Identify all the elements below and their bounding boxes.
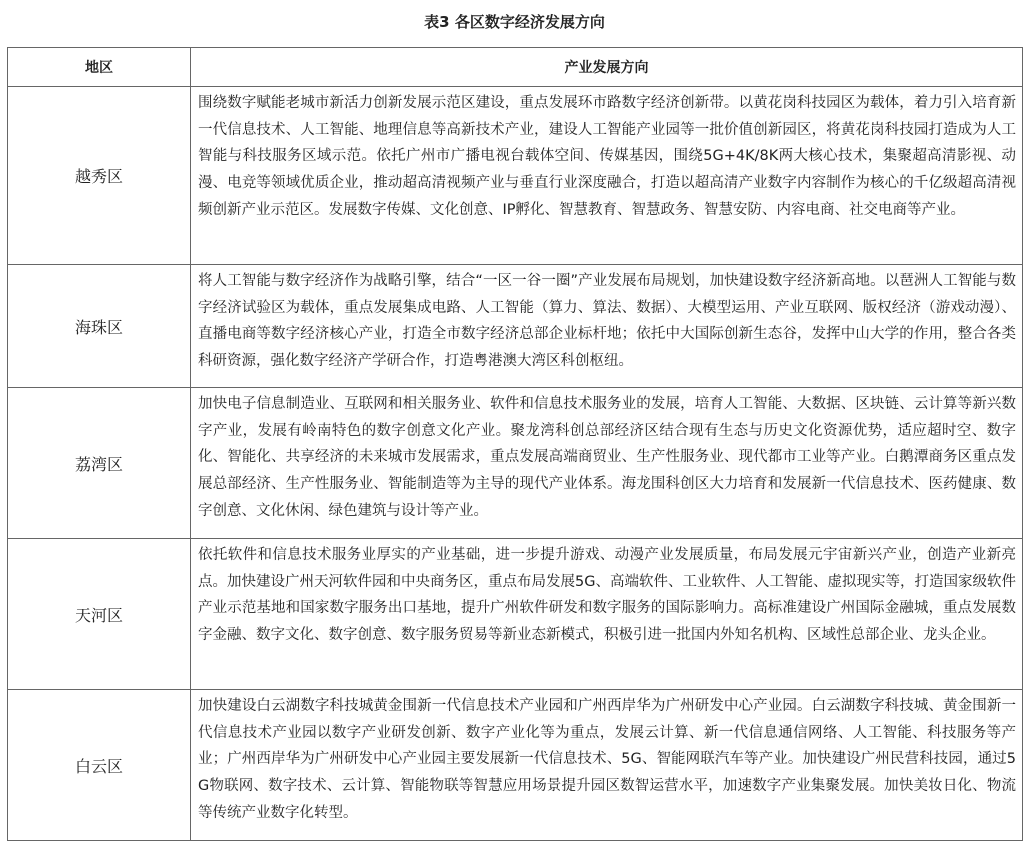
- table-row: [8, 690, 1023, 841]
- header-direction: 产业发展方向: [191, 48, 1023, 87]
- region-cell: 越秀区: [8, 87, 191, 265]
- direction-cell: 将人工智能与数字经济作为战略引擎，结合“一区一谷一圈”产业发展布局规划，加快建设数字经济新高地。以琶洲人工智能与数字经济试验区为载体，重点发展集成电路、人工智能（算力、算法、数据）、大模型运用、产业互联网、版权经济（游戏动漫）、直播电商等数字经济核心产业，打造全市数字经济总部企业标杆地；依托中大国际创新生态谷，发挥中山大学的作用，整合各类科研资源，强化数字经济产学研合作，打造粤港澳大湾区科创枢纽。: [191, 265, 1023, 388]
- direction-cell: 围绕数字赋能老城市新活力创新发展示范区建设，重点发展环市路数字经济创新带。以黄花岗科技园区为载体，着力引入培育新一代信息技术、人工智能、地理信息等高新技术产业，建设人工智能产业园等一批价值创新园区，将黄花岗科技园打造成为人工智能与科技服务区域示范。依托广州市广播电视台载体空间、传媒基因，围绕5G+4K/8K两大核心技术，集聚超高清影视、动漫、电竞等领域优质企业，推动超高清视频产业与垂直行业深度融合，打造以超高清产业数字内容制作为核心的千亿级超高清视频创新产业示范区。发展数字传媒、文化创意、IP孵化、智慧教育、智慧政务、智慧安防、内容电商、社交电商等产业。: [191, 87, 1023, 265]
- header-row: [8, 48, 1023, 87]
- region-cell: 荔湾区: [8, 388, 191, 539]
- region-cell: 白云区: [8, 690, 191, 841]
- direction-cell: 加快建设白云湖数字科技城黄金围新一代信息技术产业园和广州西岸华为广州研发中心产业园。白云湖数字科技城、黄金围新一代信息技术产业园以数字产业研发创新、数字产业化等为重点，发展云计算、新一代信息通信网络、人工智能、科技服务等产业；广州西岸华为广州研发中心产业园主要发展新一代信息技术、5G、智能网联汽车等产业。加快建设广州民营科技园，通过5G物联网、数字技术、云计算、智能物联等智慧应用场景提升园区数智运营水平，加速数字产业集聚发展。加快美妆日化、物流等传统产业数字化转型。: [191, 690, 1023, 841]
- table-header: [8, 48, 1023, 87]
- region-cell: 天河区: [8, 539, 191, 690]
- table-body: [8, 87, 1023, 841]
- direction-cell: 依托软件和信息技术服务业厚实的产业基础，进一步提升游戏、动漫产业发展质量，布局发展元宇宙新兴产业，创造产业新亮点。加快建设广州天河软件园和中央商务区，重点布局发展5G、高端软件、工业软件、人工智能、虚拟现实等，打造国家级软件产业示范基地和国家数字服务出口基地，提升广州软件研发和数字服务的国际影响力。高标准建设广州国际金融城，重点发展数字金融、数字文化、数字创意、数字服务贸易等新业态新模式，积极引进一批国内外知名机构、区域性总部企业、龙头企业。: [191, 539, 1023, 690]
- district-direction-table: [7, 47, 1023, 841]
- region-cell: 海珠区: [8, 265, 191, 388]
- table-row: [8, 388, 1023, 539]
- header-region: 地区: [8, 48, 191, 87]
- table-row: [8, 87, 1023, 265]
- direction-cell: 加快电子信息制造业、互联网和相关服务业、软件和信息技术服务业的发展，培育人工智能、大数据、区块链、云计算等新兴数字产业，发展有岭南特色的数字创意文化产业。聚龙湾科创总部经济区结合现有生态与历史文化资源优势，适应超时空、数字化、智能化、共享经济的未来城市发展需求，重点发展高端商贸业、生产性服务业、现代都市工业等产业。白鹅潭商务区重点发展总部经济、生产性服务业、智能制造等为主导的现代产业体系。海龙围科创区大力培育和发展新一代信息技术、医药健康、数字创意、文化休闲、绿色建筑与设计等产业。: [191, 388, 1023, 539]
- table-row: [8, 265, 1023, 388]
- table-row: [8, 539, 1023, 690]
- table-title: 表3 各区数字经济发展方向: [424, 13, 605, 31]
